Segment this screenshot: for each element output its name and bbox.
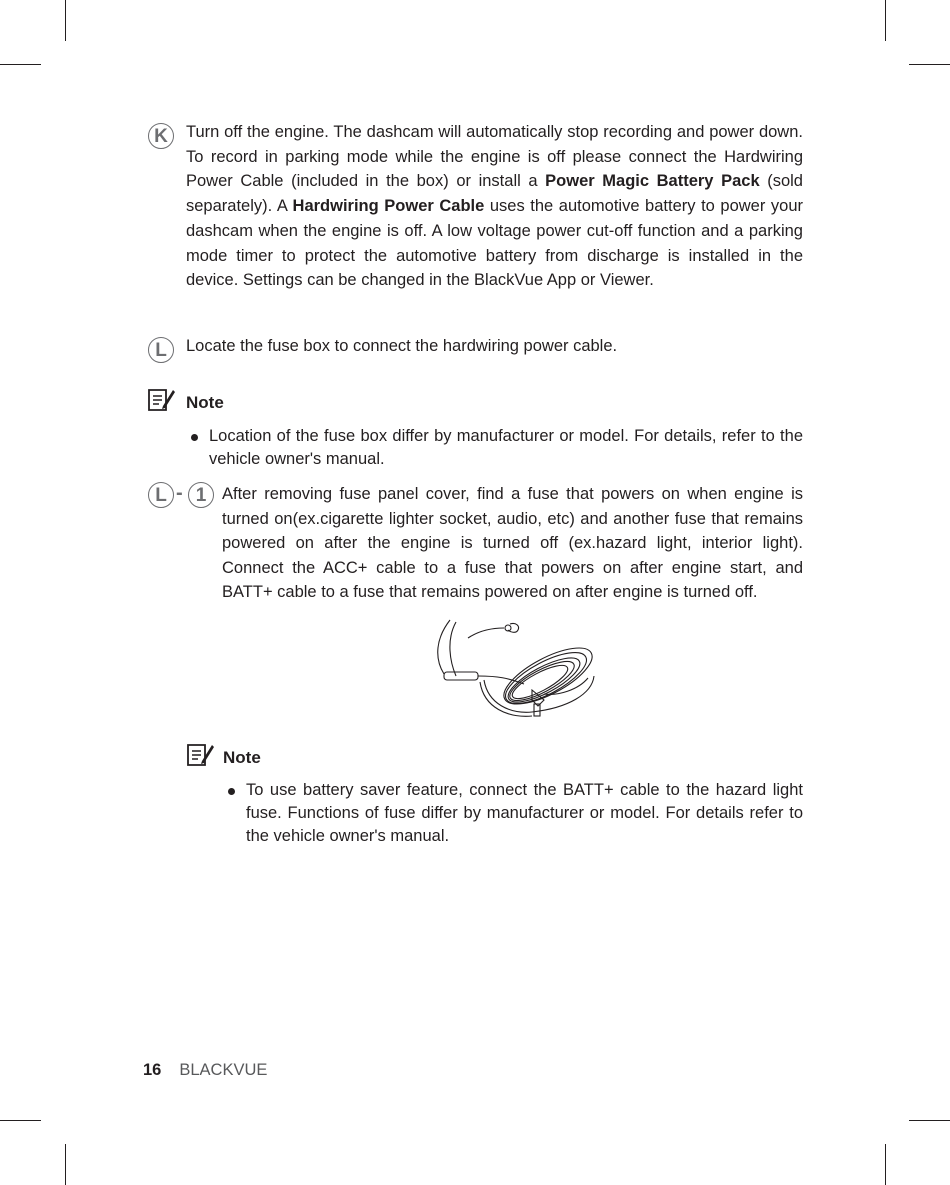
brand-name: BLACKVUE (179, 1061, 268, 1079)
note-icon (185, 741, 215, 769)
step-l1-dash: - (176, 482, 183, 504)
step-l-marker: L (148, 337, 174, 363)
step-l-text: Locate the fuse box to connect the hardwiring power cable. (186, 337, 618, 355)
step-l1-text: After removing fuse panel cover, find a fuse that powers on when engine is turned on(ex.cigarette lighter socket, audio, etc) and another fuse that remains powered on after the engine is turned off (ex.hazard light, interior light). Connect the ACC+ cable to a fuse that powers on after engine start, and BATT+ cable to a fuse that remains powered on after engine is turned off. (222, 485, 803, 601)
crop-mark (885, 0, 886, 41)
step-k-text: Turn off the engine. The dashcam will automatically stop recording and power down. To record in parking mode while the engine is off please connect the Hardwiring Power Cable (included in the box) or install a Power Magic Battery Pack (sold separately). A Hardwiring Power Cable uses the automotive battery to power your dashcam when the engine is off. A low voltage power cut-off function and a parking mode timer to protect the automotive battery from discharge is installed in the device. Settings can be changed in the BlackVue App or Viewer. (186, 123, 803, 290)
crop-mark (65, 1144, 66, 1185)
crop-mark (909, 1120, 950, 1121)
page-number: 16 (143, 1061, 162, 1079)
note-icon (146, 386, 176, 414)
note-bullet-text: To use battery saver feature, connect the BATT+ cable to the hazard light fuse. Functions of fuse differ by manufacturer or model. For details refer to the vehicle owner's manual. (246, 781, 803, 845)
note-label: Note (223, 748, 261, 767)
crop-mark (0, 64, 41, 65)
crop-mark (0, 1120, 41, 1121)
page-footer (143, 1061, 267, 1080)
step-l1-marker-1: 1 (188, 482, 214, 508)
hardwiring-cable-illustration (428, 618, 608, 718)
step-l1-marker-l: L (148, 482, 174, 508)
note-bullet-text: Location of the fuse box differ by manufacturer or model. For details, refer to the vehicle owner's manual. (209, 427, 803, 468)
note-label: Note (186, 393, 224, 412)
bold-term: Hardwiring Power Cable (292, 197, 485, 216)
bullet-dot (191, 434, 198, 441)
crop-mark (909, 64, 950, 65)
crop-mark (885, 1144, 886, 1185)
bullet-dot (228, 788, 235, 795)
step-k-marker: K (148, 123, 174, 149)
crop-mark (65, 0, 66, 41)
bold-term: Power Magic Battery Pack (545, 172, 760, 191)
